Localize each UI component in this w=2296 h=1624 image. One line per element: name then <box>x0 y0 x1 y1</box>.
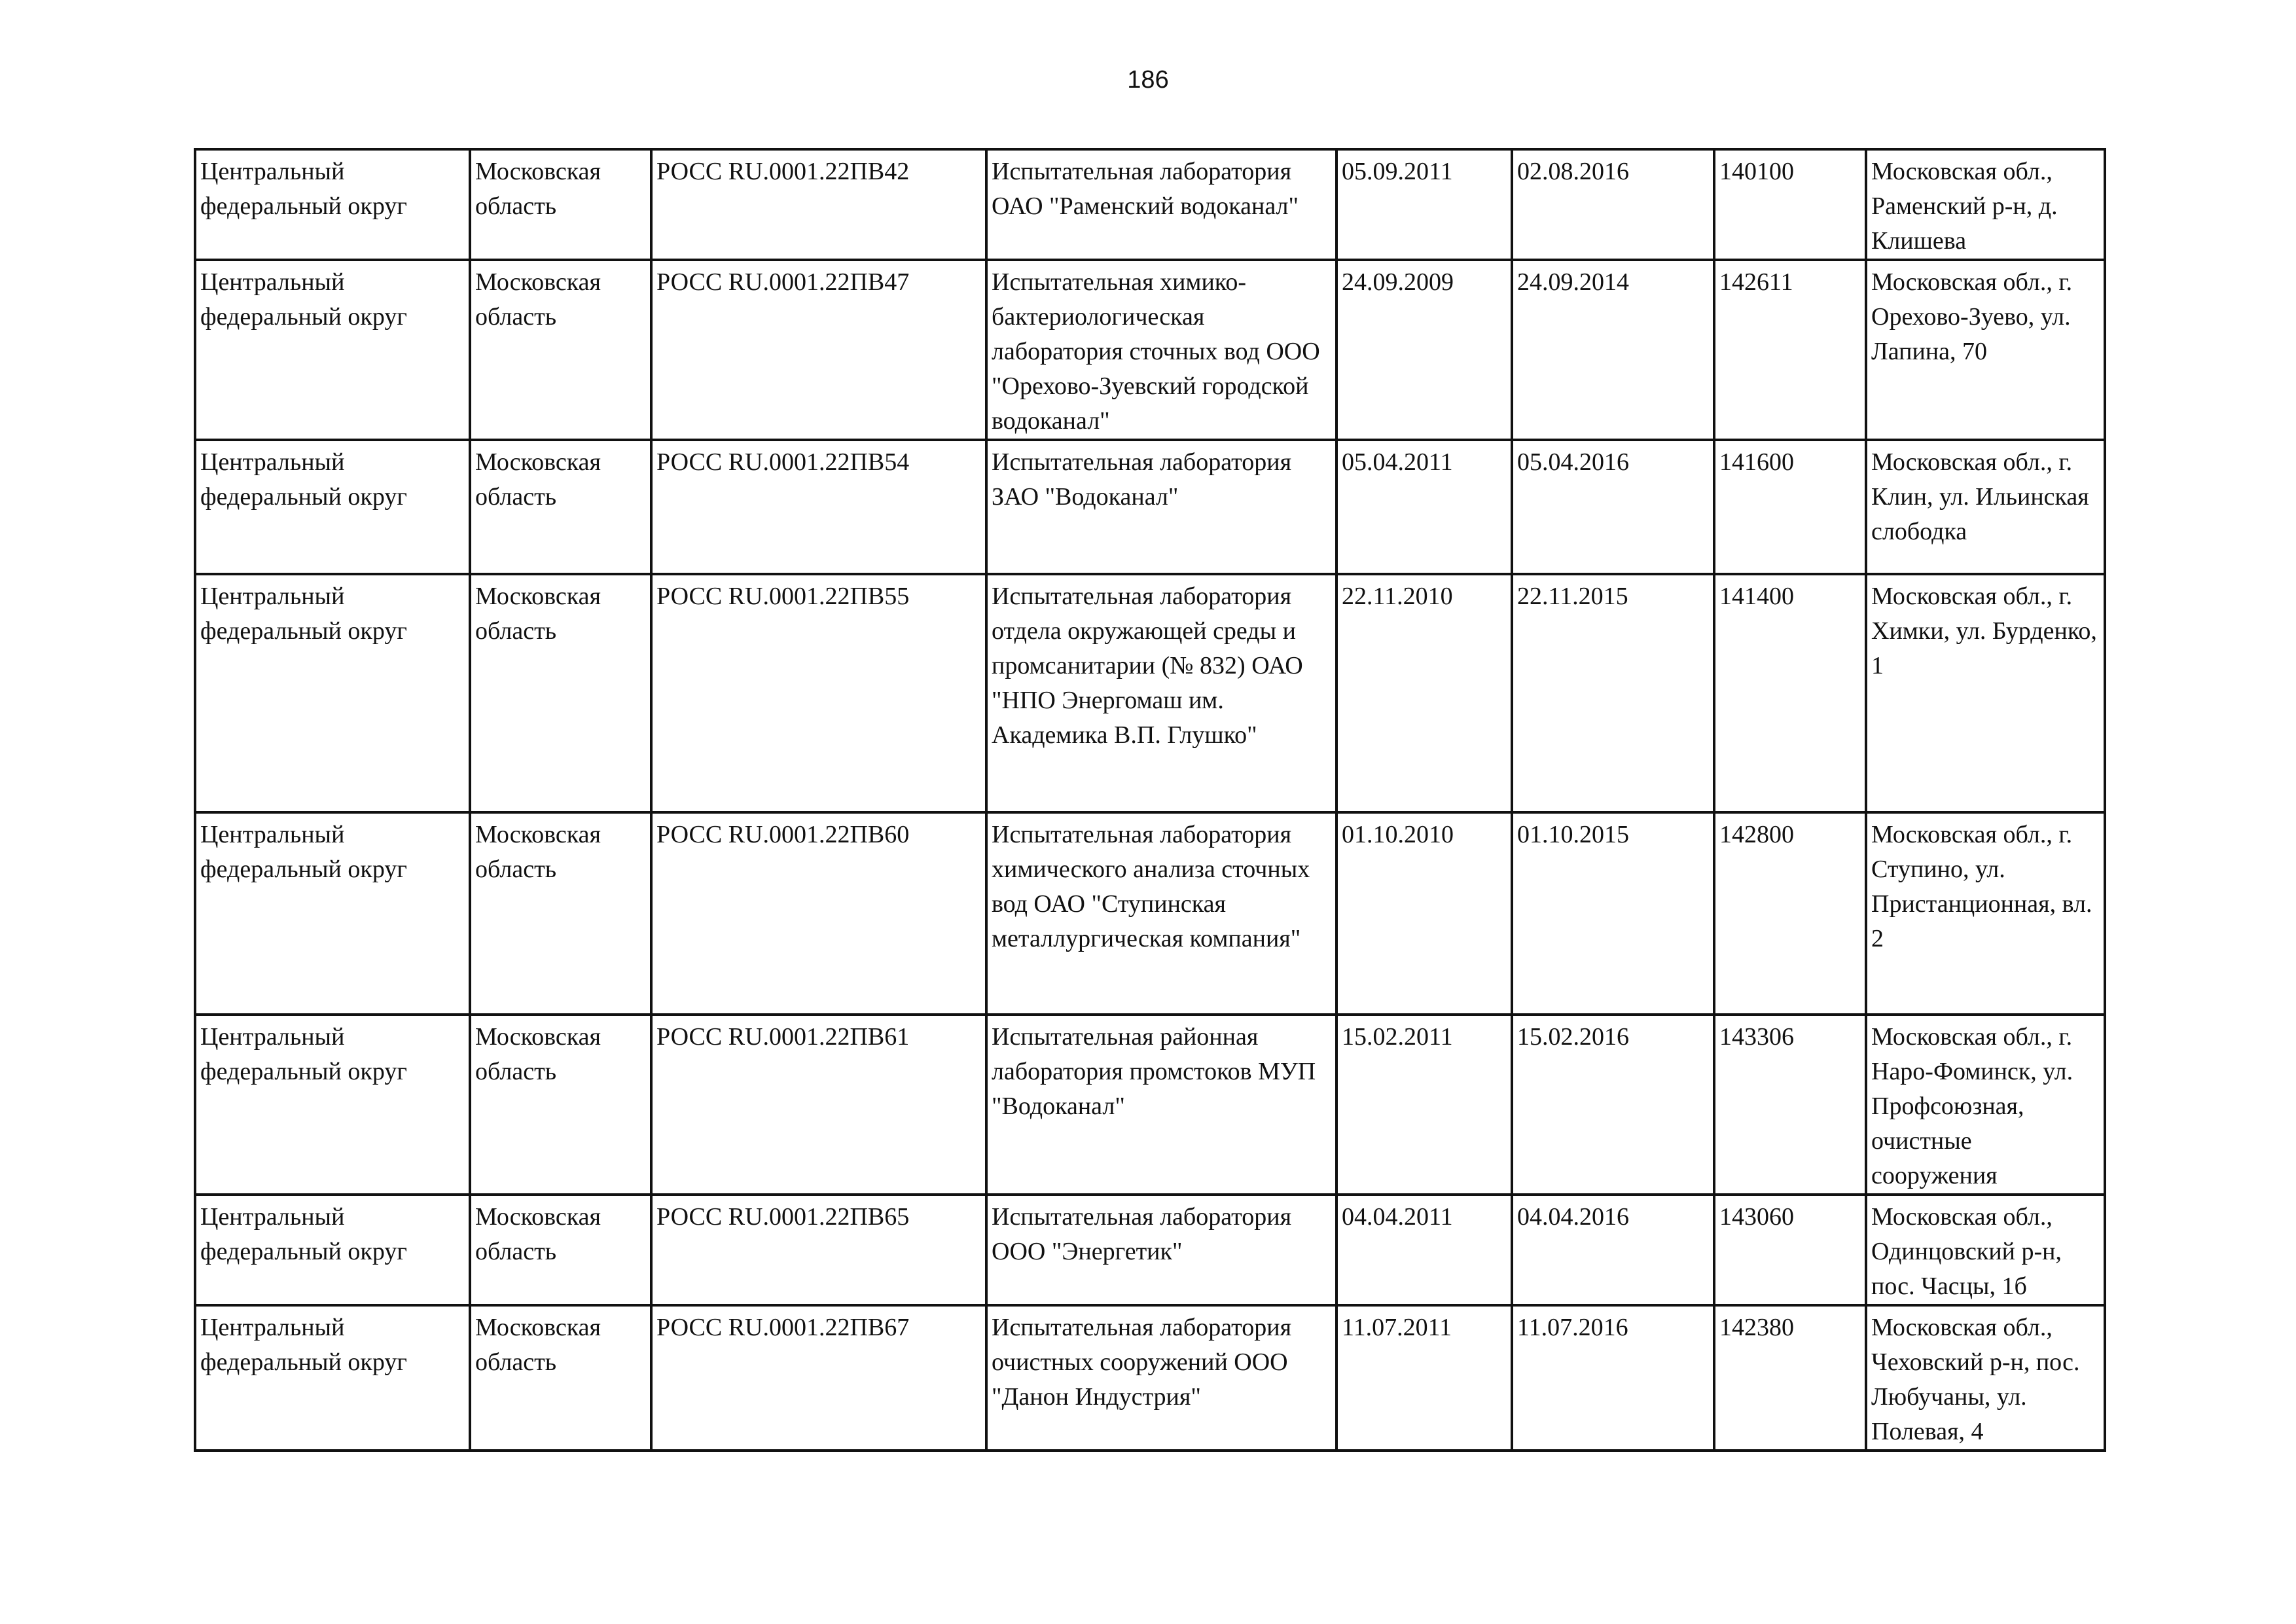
table-row <box>195 149 2105 260</box>
cell-address: Московская обл., Одинцовский р-н, пос. Часцы, 1б <box>1866 1195 2105 1305</box>
cell-date-issued: 24.09.2009 <box>1336 260 1512 440</box>
cell-reg-number: РОСС RU.0001.22ПВ54 <box>651 440 986 574</box>
table-row <box>195 1305 2105 1451</box>
cell-district: Центральный федеральный округ <box>195 1305 470 1451</box>
cell-reg-number: РОСС RU.0001.22ПВ61 <box>651 1015 986 1195</box>
cell-reg-number: РОСС RU.0001.22ПВ65 <box>651 1195 986 1305</box>
cell-address: Московская обл., г. Ступино, ул. Пристанционная, вл. 2 <box>1866 812 2105 1015</box>
cell-date-valid: 11.07.2016 <box>1512 1305 1714 1451</box>
cell-date-valid: 02.08.2016 <box>1512 149 1714 260</box>
cell-region: Московская область <box>470 574 651 812</box>
table-row <box>195 574 2105 812</box>
cell-region: Московская область <box>470 440 651 574</box>
cell-lab-name: Испытательная лаборатория химического анализа сточных вод ОАО "Ступинская металлургическая компания" <box>986 812 1336 1015</box>
cell-lab-name: Испытательная лаборатория отдела окружающей среды и промсанитарии (№ 832) ОАО "НПО Энергомаш им. Академика В.П. Глушко" <box>986 574 1336 812</box>
cell-reg-number: РОСС RU.0001.22ПВ60 <box>651 812 986 1015</box>
cell-region: Московская область <box>470 1015 651 1195</box>
cell-district: Центральный федеральный округ <box>195 260 470 440</box>
cell-region: Московская область <box>470 260 651 440</box>
cell-postcode: 140100 <box>1714 149 1866 260</box>
table-row <box>195 1015 2105 1195</box>
cell-reg-number: РОСС RU.0001.22ПВ55 <box>651 574 986 812</box>
cell-date-valid: 05.04.2016 <box>1512 440 1714 574</box>
cell-date-issued: 15.02.2011 <box>1336 1015 1512 1195</box>
cell-region: Московская область <box>470 1305 651 1451</box>
page-number: 186 <box>1127 66 1169 94</box>
cell-postcode: 142800 <box>1714 812 1866 1015</box>
table-row <box>195 812 2105 1015</box>
cell-date-valid: 22.11.2015 <box>1512 574 1714 812</box>
cell-region: Московская область <box>470 812 651 1015</box>
cell-postcode: 143306 <box>1714 1015 1866 1195</box>
cell-date-issued: 04.04.2011 <box>1336 1195 1512 1305</box>
cell-address: Московская обл., г. Наро-Фоминск, ул. Профсоюзная, очистные сооружения <box>1866 1015 2105 1195</box>
cell-date-issued: 05.09.2011 <box>1336 149 1512 260</box>
cell-date-issued: 22.11.2010 <box>1336 574 1512 812</box>
cell-address: Московская обл., г. Клин, ул. Ильинская слободка <box>1866 440 2105 574</box>
cell-region: Московская область <box>470 149 651 260</box>
cell-district: Центральный федеральный округ <box>195 1015 470 1195</box>
cell-date-valid: 04.04.2016 <box>1512 1195 1714 1305</box>
table-row <box>195 440 2105 574</box>
cell-district: Центральный федеральный округ <box>195 574 470 812</box>
cell-reg-number: РОСС RU.0001.22ПВ42 <box>651 149 986 260</box>
lab-registry-table <box>194 148 2106 1452</box>
cell-date-issued: 01.10.2010 <box>1336 812 1512 1015</box>
cell-lab-name: Испытательная химико-бактериологическая лаборатория сточных вод ООО "Орехово-Зуевский городской водоканал" <box>986 260 1336 440</box>
cell-address: Московская обл., Чеховский р-н, пос. Любучаны, ул. Полевая, 4 <box>1866 1305 2105 1451</box>
cell-district: Центральный федеральный округ <box>195 1195 470 1305</box>
cell-date-issued: 05.04.2011 <box>1336 440 1512 574</box>
cell-date-valid: 24.09.2014 <box>1512 260 1714 440</box>
cell-district: Центральный федеральный округ <box>195 812 470 1015</box>
cell-lab-name: Испытательная районная лаборатория промстоков МУП "Водоканал" <box>986 1015 1336 1195</box>
cell-reg-number: РОСС RU.0001.22ПВ67 <box>651 1305 986 1451</box>
cell-postcode: 141400 <box>1714 574 1866 812</box>
cell-lab-name: Испытательная лаборатория очистных сооружений ООО "Данон Индустрия" <box>986 1305 1336 1451</box>
cell-address: Московская обл., г. Химки, ул. Бурденко, 1 <box>1866 574 2105 812</box>
cell-date-valid: 01.10.2015 <box>1512 812 1714 1015</box>
cell-lab-name: Испытательная лаборатория ОАО "Раменский водоканал" <box>986 149 1336 260</box>
cell-district: Центральный федеральный округ <box>195 440 470 574</box>
table-row <box>195 1195 2105 1305</box>
cell-address: Московская обл., г. Орехово-Зуево, ул. Лапина, 70 <box>1866 260 2105 440</box>
cell-date-valid: 15.02.2016 <box>1512 1015 1714 1195</box>
cell-date-issued: 11.07.2011 <box>1336 1305 1512 1451</box>
cell-reg-number: РОСС RU.0001.22ПВ47 <box>651 260 986 440</box>
cell-lab-name: Испытательная лаборатория ООО "Энергетик" <box>986 1195 1336 1305</box>
cell-postcode: 143060 <box>1714 1195 1866 1305</box>
cell-postcode: 142611 <box>1714 260 1866 440</box>
cell-region: Московская область <box>470 1195 651 1305</box>
cell-postcode: 141600 <box>1714 440 1866 574</box>
cell-district: Центральный федеральный округ <box>195 149 470 260</box>
cell-address: Московская обл., Раменский р-н, д. Клишева <box>1866 149 2105 260</box>
cell-postcode: 142380 <box>1714 1305 1866 1451</box>
table-row <box>195 260 2105 440</box>
cell-lab-name: Испытательная лаборатория ЗАО "Водоканал" <box>986 440 1336 574</box>
